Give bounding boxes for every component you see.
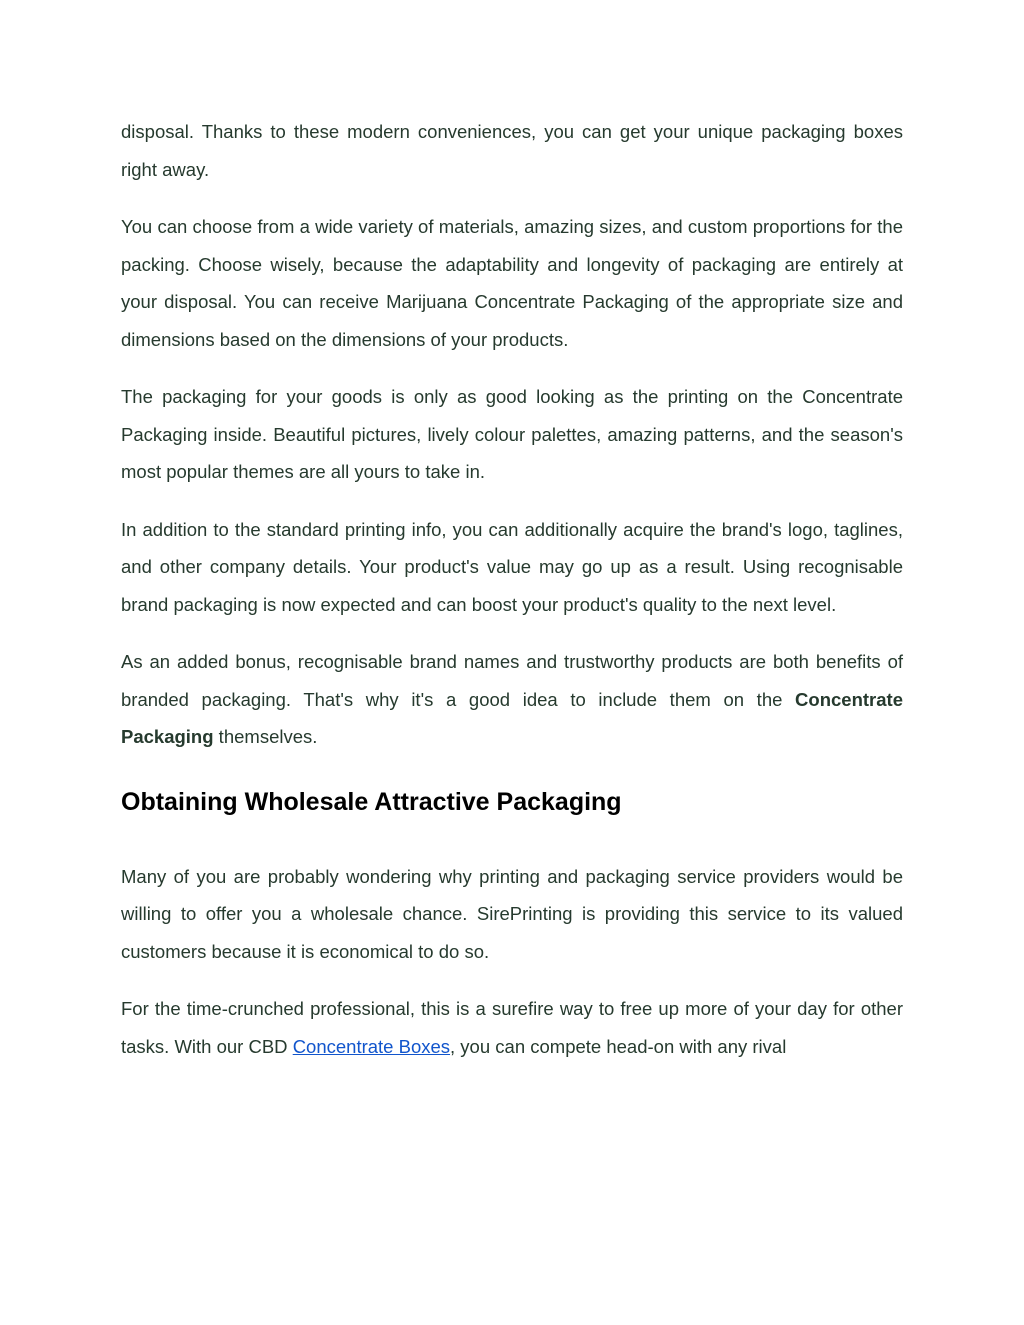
section-heading: Obtaining Wholesale Attractive Packaging	[121, 787, 622, 816]
concentrate-boxes-link[interactable]: Concentrate Boxes	[292, 1035, 451, 1057]
paragraph-professional-text: For the time-crunched professional, this is a surefire way to free up more of your day for other tasks. With our CBD	[121, 998, 903, 1057]
paragraph-professional	[121, 990, 903, 1065]
paragraph-bonus-text: As an added bonus, recognisable brand names and trustworthy products are both benefits of branded packaging. That's why it's a good idea to include them on the	[121, 651, 903, 710]
paragraph-printing: The packaging for your goods is only as good looking as the printing on the Concentrate Packaging inside. Beautiful pictures, lively colour palettes, amazing patterns, and the season's most popular themes are all yours to take in.	[121, 386, 903, 482]
paragraph-bonus	[121, 643, 903, 756]
concentrate-packaging-bold: Concentrate Packaging	[121, 688, 903, 747]
document-page	[121, 113, 903, 1085]
paragraph-materials: You can choose from a wide variety of materials, amazing sizes, and custom proportions for the packing. Choose wisely, because the adaptability and longevity of packaging are entirely at your disposal. You can receive Marijuana Concentrate Packaging of the appropriate size and dimensions based on the dimensions of your products.	[121, 216, 903, 350]
paragraph-professional-tail: , you can compete head-on with any rival	[450, 1035, 787, 1057]
paragraph-disposal: disposal. Thanks to these modern conveniences, you can get your unique packaging boxes right away.	[121, 121, 903, 180]
paragraph-wholesale: Many of you are probably wondering why printing and packaging service providers would be willing to offer you a wholesale chance. SirePrinting is providing this service to its valued customers because it is economical to do so.	[121, 865, 903, 962]
paragraph-branding: In addition to the standard printing info, you can additionally acquire the brand's logo, taglines, and other company details. Your product's value may go up as a result. Using recognisable brand packaging is now expected and can boost your product's quality to the next level.	[121, 518, 903, 615]
paragraph-bonus-tail: themselves.	[213, 726, 318, 747]
